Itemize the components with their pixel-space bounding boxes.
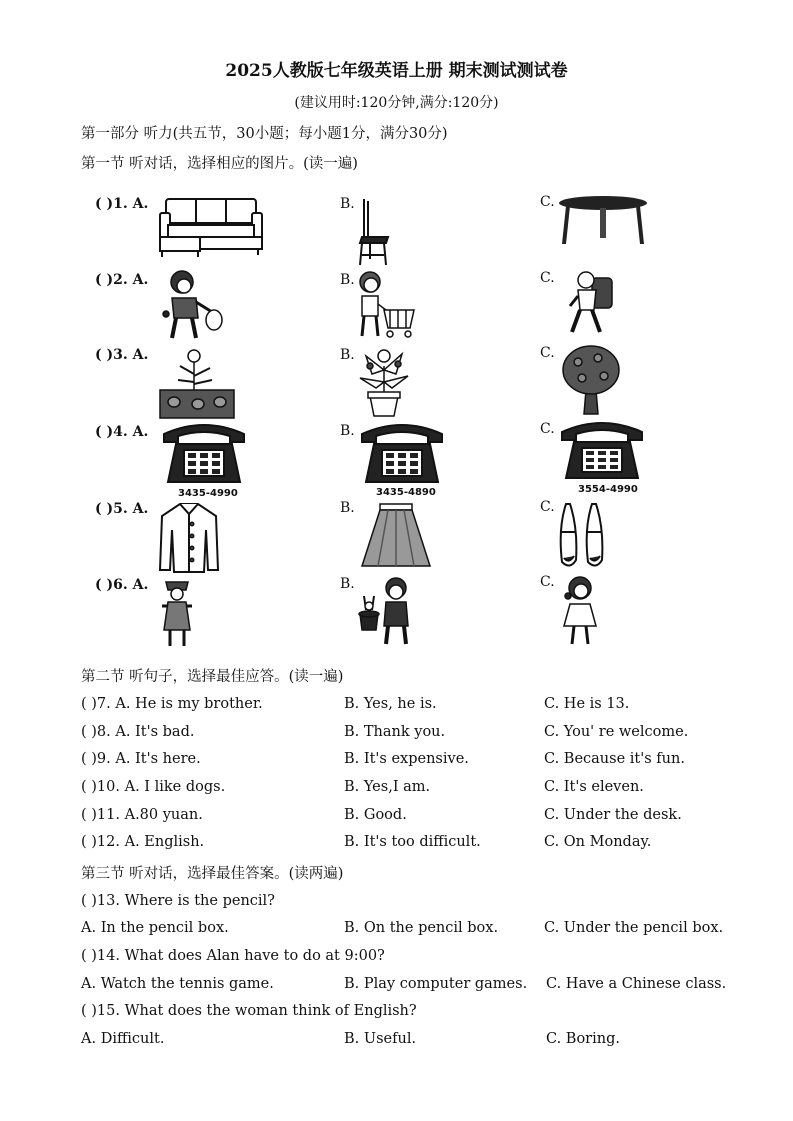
q10-option-c[interactable]: C. It's eleven. bbox=[544, 779, 644, 795]
q3-option-c-label: C. bbox=[540, 345, 555, 361]
shoes-icon[interactable] bbox=[556, 498, 608, 572]
q9-option-b[interactable]: B. It's expensive. bbox=[344, 751, 469, 767]
table-icon[interactable] bbox=[556, 194, 650, 250]
q1-option-c-label: C. bbox=[540, 194, 555, 210]
q2-option-c-label: C. bbox=[540, 270, 555, 286]
q11-option-b[interactable]: B. Good. bbox=[344, 807, 407, 823]
q1-option-b-label: B. bbox=[340, 196, 355, 212]
q12-stem[interactable]: ( )12. A. English. bbox=[81, 834, 205, 850]
telephone-icon[interactable] bbox=[160, 420, 248, 486]
page-title: 2025人教版七年级英语上册 期末测试测试卷 bbox=[225, 61, 568, 81]
skirt-icon[interactable] bbox=[358, 502, 434, 570]
q13-option-b[interactable]: B. On the pencil box. bbox=[344, 920, 499, 936]
q6-blank[interactable]: ( )6. A. bbox=[95, 577, 149, 593]
section2-heading: 第二节 听句子，选择最佳应答。(读一遍) bbox=[81, 669, 344, 685]
q14-stem[interactable]: ( )14. What does Alan have to do at 9:00? bbox=[81, 948, 385, 964]
phone-number-b: 3435-4890 bbox=[376, 487, 436, 498]
q11-stem[interactable]: ( )11. A.80 yuan. bbox=[81, 807, 203, 823]
q8-option-c[interactable]: C. You' re welcome. bbox=[544, 724, 689, 740]
hiker-icon[interactable] bbox=[566, 270, 618, 338]
q12-option-c[interactable]: C. On Monday. bbox=[544, 834, 652, 850]
q15-option-c[interactable]: C. Boring. bbox=[546, 1031, 620, 1047]
q7-option-b[interactable]: B. Yes, he is. bbox=[344, 696, 437, 712]
q3-blank[interactable]: ( )3. A. bbox=[95, 347, 149, 363]
q5-option-c-label: C. bbox=[540, 499, 555, 515]
flowers-garden-icon[interactable] bbox=[158, 346, 236, 420]
q7-stem[interactable]: ( )7. A. He is my brother. bbox=[81, 696, 263, 712]
page-subtitle: (建议用时:120分钟,满分:120分) bbox=[294, 95, 499, 111]
q6-option-b-label: B. bbox=[340, 576, 355, 592]
q2-blank[interactable]: ( )2. A. bbox=[95, 272, 149, 288]
q9-option-c[interactable]: C. Because it's fun. bbox=[544, 751, 685, 767]
q13-stem[interactable]: ( )13. Where is the pencil? bbox=[81, 893, 275, 909]
q8-stem[interactable]: ( )8. A. It's bad. bbox=[81, 724, 195, 740]
phone-number-c: 3554-4990 bbox=[578, 484, 638, 495]
q14-option-a[interactable]: A. Watch the tennis game. bbox=[81, 976, 274, 992]
q12-option-b[interactable]: B. It's too difficult. bbox=[344, 834, 481, 850]
q13-option-c[interactable]: C. Under the pencil box. bbox=[544, 920, 724, 936]
boy-tennis-icon[interactable] bbox=[158, 268, 228, 342]
q15-stem[interactable]: ( )15. What does the woman think of English? bbox=[81, 1003, 417, 1019]
q6-option-c-label: C. bbox=[540, 574, 555, 590]
q11-option-c[interactable]: C. Under the desk. bbox=[544, 807, 682, 823]
section3-heading: 第三节 听对话，选择最佳答案。(读两遍) bbox=[81, 866, 344, 882]
part1-heading: 第一部分 听力(共五节，30小题；每小题1分，满分30分) bbox=[81, 126, 448, 142]
q2-option-b-label: B. bbox=[340, 272, 355, 288]
q10-stem[interactable]: ( )10. A. I like dogs. bbox=[81, 779, 226, 795]
q4-blank[interactable]: ( )4. A. bbox=[95, 424, 149, 440]
q7-option-c[interactable]: C. He is 13. bbox=[544, 696, 630, 712]
q15-option-a[interactable]: A. Difficult. bbox=[81, 1031, 165, 1047]
telephone-icon[interactable] bbox=[358, 420, 446, 486]
sofa-icon[interactable] bbox=[158, 197, 264, 261]
telephone-icon[interactable] bbox=[558, 418, 646, 482]
q14-option-b[interactable]: B. Play computer games. bbox=[344, 976, 528, 992]
section1-heading: 第一节 听对话，选择相应的图片。(读一遍) bbox=[81, 156, 358, 172]
q4-option-b-label: B. bbox=[340, 423, 355, 439]
q10-option-b[interactable]: B. Yes,I am. bbox=[344, 779, 431, 795]
boy-cart-icon[interactable] bbox=[356, 270, 418, 342]
phone-number-a: 3435-4990 bbox=[178, 488, 238, 499]
chair-icon[interactable] bbox=[352, 197, 392, 267]
q5-option-b-label: B. bbox=[340, 500, 355, 516]
q4-option-c-label: C. bbox=[540, 421, 555, 437]
opera-performer-icon[interactable] bbox=[160, 576, 194, 648]
q8-option-b[interactable]: B. Thank you. bbox=[344, 724, 446, 740]
tree-icon[interactable] bbox=[560, 344, 622, 416]
q1-blank[interactable]: ( )1. A. bbox=[95, 196, 149, 212]
potted-plant-icon[interactable] bbox=[356, 346, 412, 420]
q9-stem[interactable]: ( )9. A. It's here. bbox=[81, 751, 201, 767]
q13-option-a[interactable]: A. In the pencil box. bbox=[81, 920, 229, 936]
singer-girl-icon[interactable] bbox=[560, 574, 604, 646]
q3-option-b-label: B. bbox=[340, 347, 355, 363]
q15-option-b[interactable]: B. Useful. bbox=[344, 1031, 417, 1047]
magician-icon[interactable] bbox=[356, 574, 414, 648]
q5-blank[interactable]: ( )5. A. bbox=[95, 501, 149, 517]
shirt-icon[interactable] bbox=[158, 500, 220, 574]
q14-option-c[interactable]: C. Have a Chinese class. bbox=[546, 976, 727, 992]
